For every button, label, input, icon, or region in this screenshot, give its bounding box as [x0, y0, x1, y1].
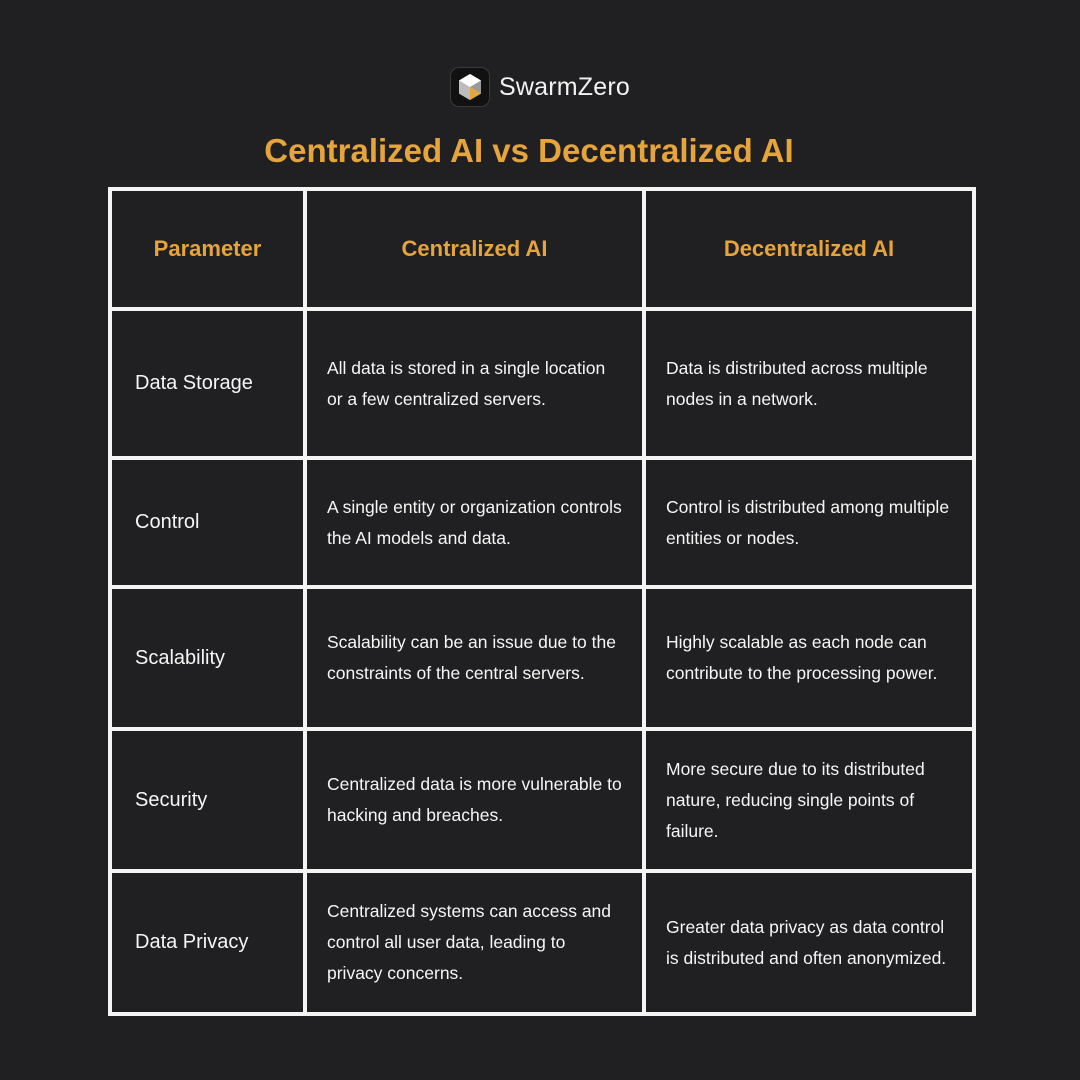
table-row	[110, 458, 974, 587]
table-row	[110, 587, 974, 729]
hexagon-logo-icon	[450, 67, 490, 107]
centralized-cell: All data is stored in a single location or a few centralized servers.	[305, 309, 644, 458]
parameter-cell: Control	[110, 458, 305, 587]
decentralized-cell: Data is distributed across multiple nodes in a network.	[644, 309, 974, 458]
parameter-cell: Data Storage	[110, 309, 305, 458]
brand-name: SwarmZero	[499, 72, 630, 101]
column-header-centralized: Centralized AI	[305, 189, 644, 309]
parameter-cell: Scalability	[110, 587, 305, 729]
centralized-cell: Centralized data is more vulnerable to hacking and breaches.	[305, 729, 644, 871]
column-header-parameter: Parameter	[110, 189, 305, 309]
parameter-cell: Data Privacy	[110, 871, 305, 1014]
centralized-cell: Scalability can be an issue due to the constraints of the central servers.	[305, 587, 644, 729]
comparison-table	[108, 187, 976, 1016]
decentralized-cell: More secure due to its distributed nature, reducing single points of failure.	[644, 729, 974, 871]
table-row	[110, 309, 974, 458]
brand-header	[0, 66, 1080, 108]
centralized-cell: Centralized systems can access and control all user data, leading to privacy concerns.	[305, 871, 644, 1014]
decentralized-cell: Highly scalable as each node can contribute to the processing power.	[644, 587, 974, 729]
decentralized-cell: Control is distributed among multiple entities or nodes.	[644, 458, 974, 587]
centralized-cell: A single entity or organization controls the AI models and data.	[305, 458, 644, 587]
column-header-decentralized: Decentralized AI	[644, 189, 974, 309]
table-row	[110, 871, 974, 1014]
decentralized-cell: Greater data privacy as data control is distributed and often anonymized.	[644, 871, 974, 1014]
page-title: Centralized AI vs Decentralized AI	[264, 132, 794, 169]
parameter-cell: Security	[110, 729, 305, 871]
table-header-row	[110, 189, 974, 309]
table-row	[110, 729, 974, 871]
